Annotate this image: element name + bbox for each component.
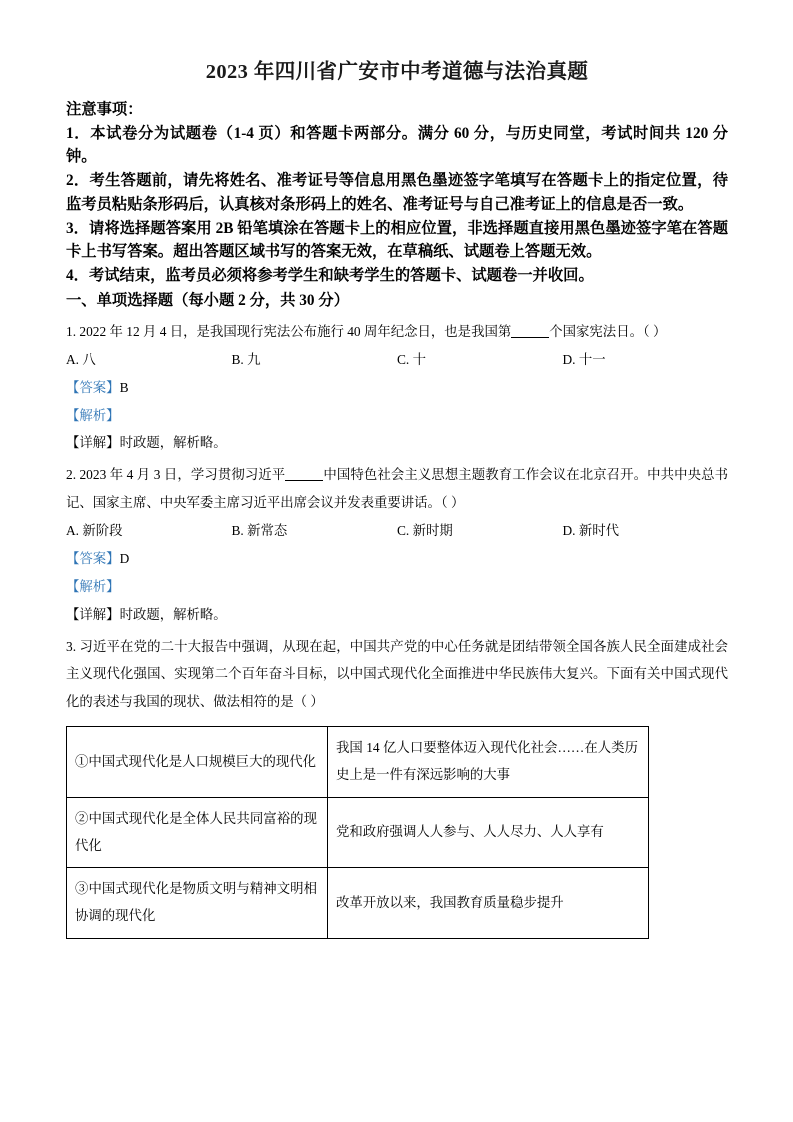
table-cell-statement: ①中国式现代化是人口规模巨大的现代化 [67,727,328,798]
table-cell-fact: 我国 14 亿人口要整体迈入现代化社会……在人类历史上是一件有深远影响的大事 [328,727,649,798]
option-text: 新常态 [247,523,288,539]
option-letter: D. [562,351,576,367]
answer-marker: 【答案】 [66,550,120,566]
question-1-option-a[interactable] [66,346,232,374]
question-2 [66,461,728,628]
question-2-option-d[interactable] [563,517,729,545]
question-2-option-b[interactable] [232,517,398,545]
answer-value: D [119,550,130,566]
question-1-stem-part-2: 个国家宪法日。（ ） [549,323,667,339]
answer-value: B [119,379,129,395]
question-2-answer-blank [285,480,323,481]
question-1-option-c[interactable] [397,346,563,374]
option-letter: D. [562,523,576,539]
analysis-marker: 【解析】 [66,578,120,594]
notice-heading: 注意事项： [66,100,143,118]
question-2-stem-part-2: 中国特色社会主义思想主题教育工作会议在北京召开。中共中央总书记、国家主席、中央军委主席习近平出席会议并发表重要讲话。（ ） [66,467,728,511]
option-text: 新阶段 [82,523,123,539]
table-row [67,797,649,868]
table-row [67,727,649,798]
option-text: 九 [247,351,261,367]
option-letter: C. [397,351,410,367]
question-2-stem-part-1: 2. 2023 年 4 月 3 日，学习贯彻习近平 [66,467,286,483]
question-2-option-c[interactable] [397,517,563,545]
option-letter: C. [397,523,410,539]
question-1-analysis-line [66,402,728,430]
question-2-analysis-line [66,573,728,601]
question-1-stem-part-1: 1. 2022 年 12 月 4 日，是我国现行宪法公布施行 40 周年纪念日，也是我国第 [66,323,512,339]
question-1-options [66,346,728,374]
question-1-option-d[interactable] [563,346,729,374]
option-text: 新时代 [578,523,620,539]
question-1-stem [66,318,728,346]
table-cell-fact: 党和政府强调人人参与、人人尽力、人人享有 [328,797,649,868]
table-cell-fact: 改革开放以来，我国教育质量稳步提升 [328,868,649,939]
option-text: 十一 [578,351,606,367]
option-letter: A. [66,351,80,367]
table-row [67,868,649,939]
table-cell-statement: ③中国式现代化是物质文明与精神文明相协调的现代化 [67,868,328,939]
answer-marker: 【答案】 [66,379,120,395]
question-2-answer-line [66,545,728,573]
option-letter: B. [231,523,244,539]
question-2-options [66,517,728,545]
notice-item-3: 3．请将选择题答案用 2B 铅笔填涂在答题卡上的相应位置，非选择题直接用黑色墨迹签字笔在答题卡上书写答案。超出答题区域书写的答案无效，在草稿纸、试题卷上答题无效。 [66,219,728,261]
page-title: 2023 年四川省广安市中考道德与法治真题 [205,61,589,83]
question-1-answer-blank [511,337,549,338]
option-text: 八 [82,351,96,367]
notice-section [66,98,728,288]
question-1-answer-line [66,374,728,402]
notice-item-4: 4．考试结束，监考员必须将参考学生和缺考学生的答题卡、试题卷一并收回。 [66,267,594,285]
detail-text: 时政题，解析略。 [119,606,227,622]
option-letter: A. [66,523,80,539]
question-2-detail-line [66,601,728,629]
question-2-option-a[interactable] [66,517,232,545]
option-text: 十 [412,351,427,367]
detail-text: 时政题，解析略。 [119,435,227,451]
detail-marker: 【详解】 [66,435,120,451]
detail-marker: 【详解】 [66,606,120,622]
question-3 [66,633,728,940]
question-3-stem: 3. 习近平在党的二十大报告中强调，从现在起，中国共产党的中心任务就是团结带领全国各族人民全面建成社会主义现代化强国、实现第二个百年奋斗目标，以中国式现代化全面推进中华民族伟大复兴。下面有关中国式现代化的表述与我国的现状、做法相符的是（ ） [66,638,728,710]
question-3-comparison-table [66,726,649,939]
option-letter: B. [231,351,244,367]
question-1-option-b[interactable] [232,346,398,374]
notice-item-1: 1．本试卷分为试题卷（1-4 页）和答题卡两部分。满分 60 分，与历史同堂，考试时间共 120 分钟。 [66,124,728,166]
section-heading-single-choice: 一、单项选择题（每小题 2 分，共 30 分） [66,291,349,309]
question-1 [66,318,728,457]
table-cell-statement: ②中国式现代化是全体人民共同富裕的现代化 [67,797,328,868]
question-2-stem [66,461,728,517]
question-1-detail-line [66,429,728,457]
page-content [66,58,728,943]
option-text: 新时期 [412,523,453,539]
notice-item-2: 2．考生答题前，请先将姓名、准考证号等信息用黑色墨迹签字笔填写在答题卡上的指定位置，待监考员粘贴条形码后，认真核对条形码上的姓名、准考证号与自己准考证上的信息是否一致。 [66,172,728,213]
analysis-marker: 【解析】 [66,407,120,423]
